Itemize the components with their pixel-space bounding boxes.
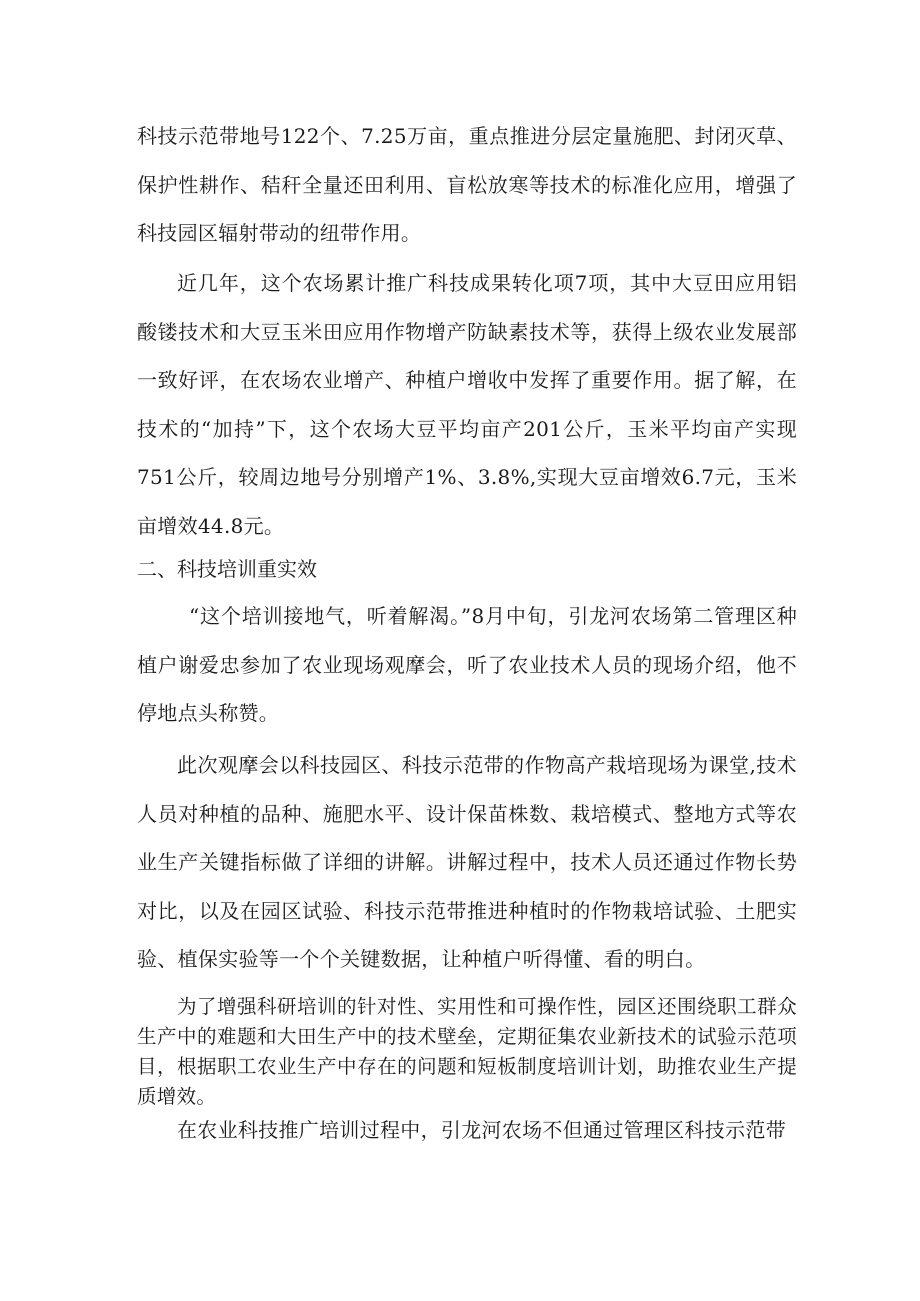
body-paragraph: “这个培训接地气，听着解渴。”8月中旬，引龙河农场第二管理区种植户谢爱忠参加了农业现场观摩会，听了农业技术人员的现场介绍，他不停地点头称赞。	[137, 604, 797, 725]
body-paragraph: 此次观摩会以科技园区、科技示范带的作物高产栽培现场为课堂,技术人员对种植的品种、施肥水平、设计保苗株数、栽培模式、整地方式等农业生产关键指标做了详细的讲解。讲解过程中，技术人员还通过作物长势对比，以及在园区试验、科技示范带推进种植时的作物栽培试验、土肥实验、植保实验等一个个关键数据，让种植户听得懂、看的明白。	[137, 753, 797, 971]
section-heading: 二、科技培训重实效	[137, 557, 317, 581]
body-paragraph: 科技示范带地号122个、7.25万亩，重点推进分层定量施肥、封闭灭草、保护性耕作、秸秆全量还田利用、盲松放寒等技术的标准化应用，增强了科技园区辐射带动的纽带作用。	[137, 124, 797, 245]
body-paragraph: 近几年，这个农场累计推广科技成果转化项7项，其中大豆田应用铝酸镂技术和大豆玉米田应用作物增产防缺素技术等，获得上级农业发展部一致好评，在农场农业增产、种植户增收中发挥了重要作用。据了解，在技术的“加持”下，这个农场大豆平均亩产201公斤，玉米平均亩产实现751公斤，较周边地号分别增产1%、3.8%,实现大豆亩增效6.7元，玉米亩增效44.8元。	[137, 271, 797, 538]
body-paragraph: 在农业科技推广培训过程中，引龙河农场不但通过管理区科技示范带	[177, 1118, 786, 1142]
body-paragraph: 为了增强科研培训的针对性、实用性和可操作性，园区还围绕职工群众生产中的难题和大田生产中的技术壁垒，定期征集农业新技术的试验示范项目，根据职工农业生产中存在的问题和短板制度培训计划，助推农业生产提质增效。	[137, 995, 797, 1108]
